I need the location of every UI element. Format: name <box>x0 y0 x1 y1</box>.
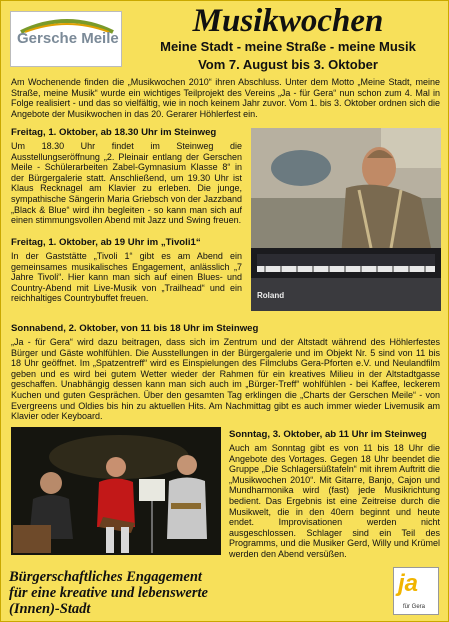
keyboard-brand-label: Roland <box>257 291 285 300</box>
ja-fuer-gera-logo <box>393 567 439 615</box>
heading-sunday: Sonntag, 3. Oktober, ab 11 Uhr im Steinweg <box>229 429 427 440</box>
page-dates: Vom 7. August bis 3. Oktober <box>198 57 378 72</box>
photo-keyboard-player-image <box>251 128 441 311</box>
text-friday-steinweg: Um 18.30 Uhr findet im Steinweg die Ausstellungseröffnung „2. Pleinair entlang der Gerschen Meile - Schülerarbeiten Zabel-Gymnasium Klasse 8“ in der Bürgergalerie statt. Anschließend, um 19.30 Uhr ist Klaus Recknagel am Klavier zu erleben. Die junge, sympathische Sängerin Maria Griebsch von der Jazzband „Black & Blue“ wird ihn begleiten - so kann man sich auf einen stimmungsvollen Abend mit Jazz und Swing freuen. <box>11 141 242 226</box>
page-title: Musikwochen <box>192 3 384 39</box>
footer-line-1: Bürgerschaftliches Engagement <box>9 569 202 585</box>
gersche-meile-logo <box>10 11 122 67</box>
heading-friday-tivoli: Freitag, 1. Oktober, ab 19 Uhr im „Tivoli1“ <box>11 237 201 248</box>
text-sunday: Auch am Sonntag gibt es von 11 bis 18 Uhr die Angebote des Vortages. Gegen 18 Uhr beendet die Gruppe „Die Schlagersüßtafeln“ mit ihrem Auftritt die „Musikwochen 2010“. Mit Gitarre, Banjo, Cajon und Mundharmonika wird (fast) jede Musikrichtung bedient. Das Ergebnis ist eine Zeitreise durch die Musikwelt, die in den 40ern beginnt und heute endet. Improvisationen werden nicht ausgeschlossen. Schlager sind ein Teil des Programms, und die Musiker Gerd, Willy und Krümel werden den Abend versüßen. <box>229 443 440 559</box>
logo-text: Gersche Meile <box>17 30 119 47</box>
photo-band-image <box>11 427 221 555</box>
footer-slogan <box>9 569 379 617</box>
footer-line-3: (Innen)-Stadt <box>9 601 91 617</box>
text-friday-tivoli: In der Gaststätte „Tivoli 1“ gibt es am Abend ein gemeinsames musikalisches Engagement, anlässlich „7 Jahre Tivoli“. Hier kann man sich auf einen Blues- und Country-Abend mit Live-Musik von „Trailhead“ und ein reichhaltiges Countrybuffet freuen. <box>11 251 242 304</box>
text-saturday: „Ja - für Gera“ wird dazu beitragen, dass sich im Zentrum und der Altstadt während des Höhlerfestes Bürger und Gäste wohlfühlen. Die Ausstellungen in der Bürgergalerie und im Objekt Nr. 5 sind von 11 bis 18 Uhr geöffnet. Im „Spatzentreff“ wird es Einspielungen des Filmclubs Gera-Pforten e.V. und Neulandfilm geben und es wird bei gutem Wetter wieder der Rahmen für ein kreatives Milieu in der Altstadtgasse geschaffen. Unabhängig dessen kann man sich auch im „Bürger-Treff“ wohlfühlen - bei Kaffee, leckerem Kuchen und guten Gesprächen. Über den gesamten Tag erklingen die „Charts der Gerschen Meile“ - von Evergreens und Oldies bis hin zu aktuellen Hits. Am Nachmittag gibt es auch immer wieder Livemusik am Klavier oder Keyboard. <box>11 337 440 422</box>
footer-line-2: für eine kreative und lebenswerte <box>9 585 208 601</box>
photo-keyboard-player <box>251 128 441 311</box>
heading-saturday: Sonnabend, 2. Oktober, von 11 bis 18 Uhr im Steinweg <box>11 323 259 334</box>
intro-paragraph: Am Wochenende finden die „Musikwochen 2010“ ihren Abschluss. Unter dem Motto „Meine Stadt, meine Straße, meine Musik“ wurde ein wichtiges Teilprojekt des Vereins „Ja - für Gera“ nun schon zum 4. Mal in Folge realisiert - und das so vielfältig, wie in noch keinem Jahr zuvor. Vom 1. bis 3. Oktober ordnen sich die Angebote der Musikwochen in das 20. Gerarer Höhlerfest ein. <box>11 77 440 119</box>
page-subtitle: Meine Stadt - meine Straße - meine Musik <box>160 39 416 54</box>
photo-band <box>11 427 221 555</box>
ja-logo-subtext: für Gera <box>403 604 426 610</box>
heading-friday-steinweg: Freitag, 1. Oktober, ab 18.30 Uhr im Steinweg <box>11 127 217 138</box>
ja-logo-text: ja <box>398 570 419 597</box>
